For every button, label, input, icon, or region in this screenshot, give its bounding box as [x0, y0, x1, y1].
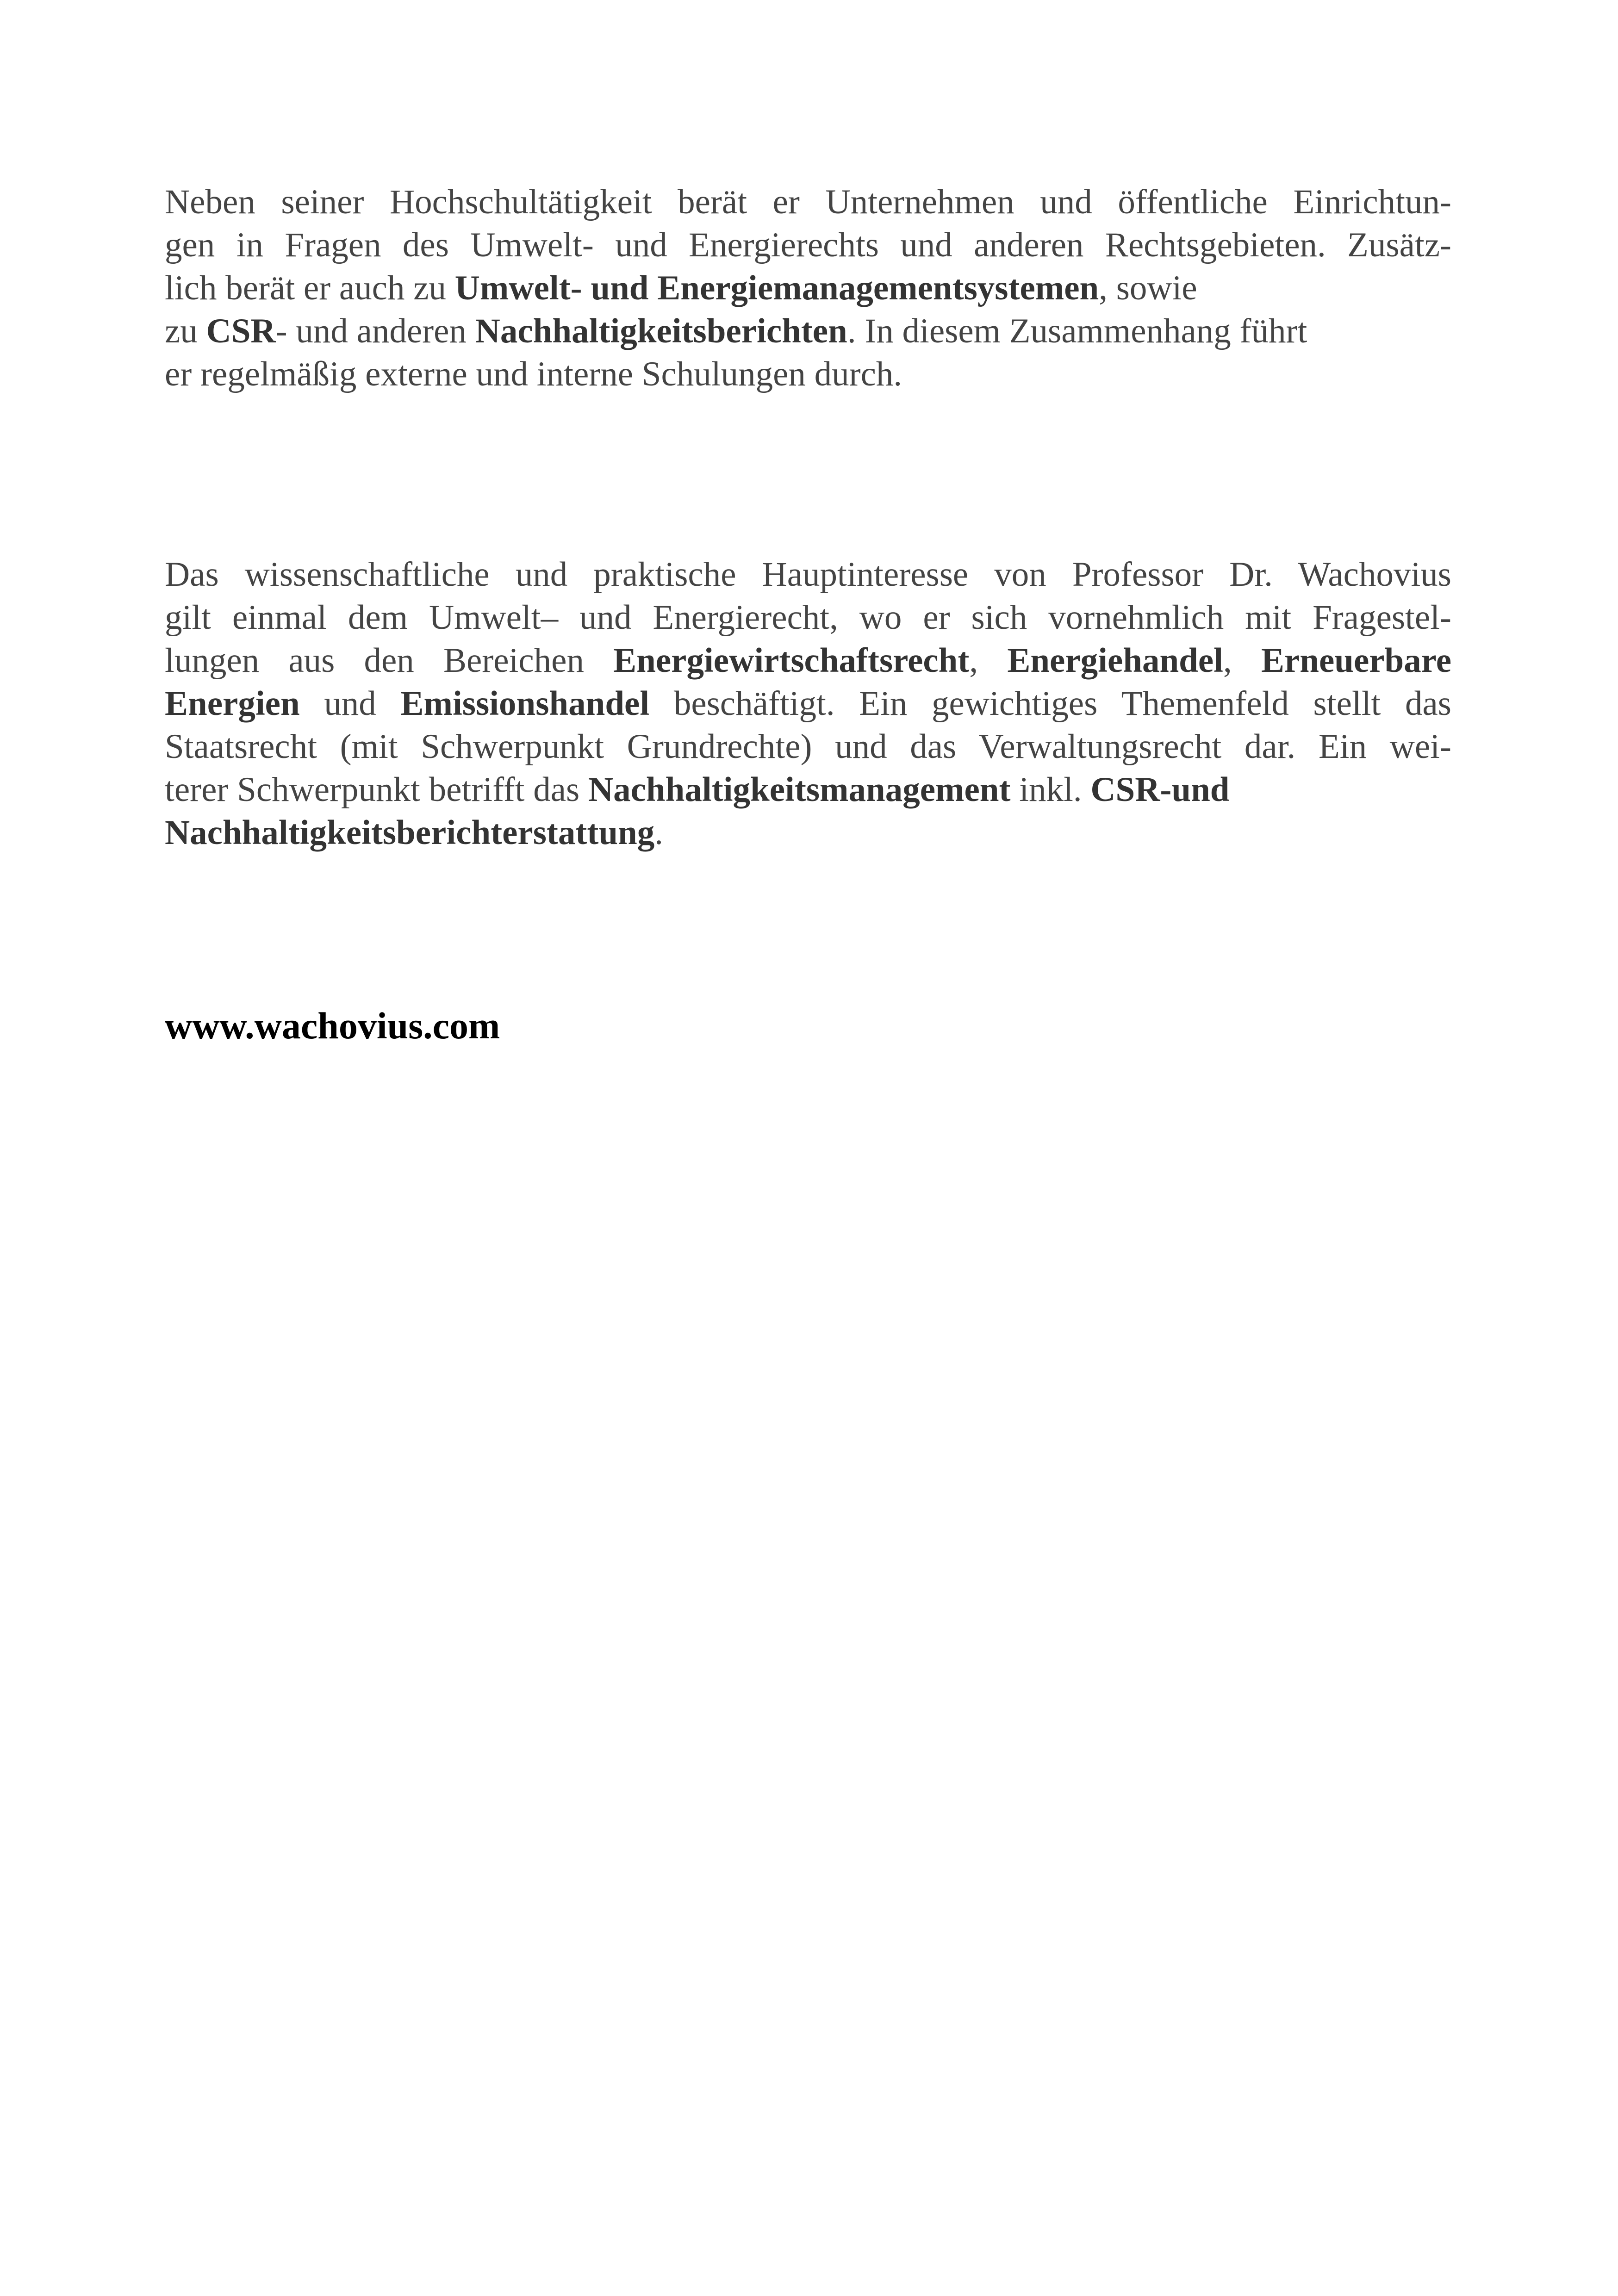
text-line: [165, 682, 1451, 725]
text-run: Staatsrecht (mit Schwerpunkt Grundrechte) und das Verwaltungsrecht dar. Ein wei-: [165, 727, 1451, 766]
text-run: gilt einmal dem Umwelt– und Energierecht, wo er sich vornehmlich mit Fragestel-: [165, 598, 1451, 637]
text-run: beschäftigt. Ein gewichtiges Themenfeld stellt das: [649, 684, 1451, 723]
text-run: Neben seiner Hochschultätigkeit berät er Unternehmen und öffentliche Einrichtun-: [165, 183, 1451, 221]
text-line: [165, 267, 1451, 310]
text-line: [165, 310, 1451, 353]
bold-term: Nachhaltigkeitsberichten: [475, 312, 847, 350]
text-run: terer Schwerpunkt betrifft das: [165, 770, 588, 809]
text-line: [165, 553, 1451, 596]
text-line: [165, 811, 1451, 854]
bold-term: Umwelt- und Energiemanagementsystemen: [454, 269, 1099, 307]
text-line: [165, 180, 1451, 223]
text-line: [165, 353, 1451, 396]
text-run: zu: [165, 312, 206, 350]
bold-term: Energiehandel: [1007, 641, 1224, 680]
text-line: [165, 725, 1451, 768]
text-run: und: [299, 684, 401, 723]
bold-term: Nachhaltigkeitsmanagement: [588, 770, 1011, 809]
text-run: ,: [1223, 641, 1261, 680]
text-run: ,: [969, 641, 1008, 680]
bold-term: CSR-und: [1090, 770, 1230, 809]
bold-term: Erneuerbare: [1261, 641, 1451, 680]
text-run: - und anderen: [275, 312, 475, 350]
text-run: . In diesem Zusammenhang führt: [847, 312, 1307, 350]
text-run: gen in Fragen des Umwelt- und Energierechts und anderen Rechtsgebieten. Zusätz-: [165, 226, 1451, 264]
text-run: lich berät er auch zu: [165, 269, 455, 307]
bold-term: Energien: [165, 684, 300, 723]
bold-term: Energiewirtschaftsrecht: [613, 641, 970, 680]
bold-term: Nachhaltigkeitsberichterstattung: [165, 813, 655, 852]
website-link[interactable]: www.wachovius.com: [165, 1005, 500, 1047]
text-line: [165, 596, 1451, 639]
text-run: .: [654, 813, 663, 852]
text-run: lungen aus den Bereichen: [165, 641, 614, 680]
text-line: [165, 639, 1451, 682]
text-run: er regelmäßig externe und interne Schulungen durch.: [165, 355, 902, 393]
bold-term: CSR: [206, 312, 276, 350]
text-run: Das wissenschaftliche und praktische Hauptinteresse von Professor Dr. Wachovius: [165, 555, 1451, 594]
text-line: [165, 223, 1451, 267]
paragraph-consulting: [165, 180, 1451, 396]
text-run: , sowie: [1099, 269, 1197, 307]
paragraph-research-interests: [165, 553, 1451, 854]
text-run: inkl.: [1010, 770, 1091, 809]
text-line: [165, 768, 1451, 811]
bold-term: Emissionshandel: [400, 684, 650, 723]
